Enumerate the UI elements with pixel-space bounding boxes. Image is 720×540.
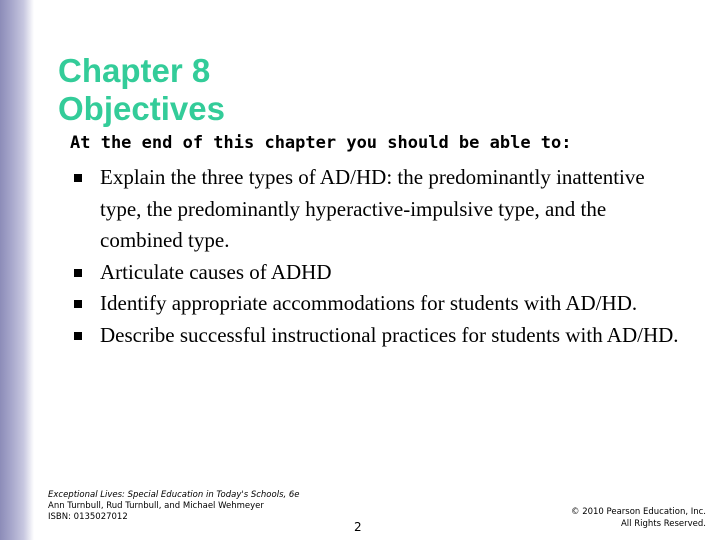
objectives-list bbox=[70, 162, 690, 351]
square-bullet-icon bbox=[74, 174, 82, 182]
copyright-line-1: © 2010 Pearson Education, Inc. bbox=[571, 507, 706, 517]
objective-text: Articulate causes of ADHD bbox=[100, 259, 332, 284]
square-bullet-icon bbox=[74, 300, 82, 308]
square-bullet-icon bbox=[74, 332, 82, 340]
objective-item bbox=[70, 288, 690, 320]
title-line-1: Chapter 8 bbox=[58, 52, 211, 89]
footer-book-info bbox=[48, 490, 348, 523]
left-gradient-bar bbox=[0, 0, 34, 540]
intro-text: At the end of this chapter you should be able to: bbox=[70, 133, 572, 153]
square-bullet-icon bbox=[74, 269, 82, 277]
copyright-line-2: All Rights Reserved. bbox=[620, 519, 706, 529]
title-line-2: Objectives bbox=[58, 90, 225, 127]
book-isbn: ISBN: 0135027012 bbox=[48, 512, 128, 522]
book-authors: Ann Turnbull, Rud Turnbull, and Michael Wehmeyer bbox=[48, 501, 264, 511]
slide-title bbox=[58, 52, 478, 128]
objective-item bbox=[70, 320, 690, 352]
objective-text: Explain the three types of AD/HD: the predominantly inattentive type, the predominantly hyperactive-impulsive type, and the combined type. bbox=[100, 165, 645, 252]
objective-item bbox=[70, 162, 690, 257]
objective-text: Identify appropriate accommodations for students with AD/HD. bbox=[100, 291, 638, 315]
page-number: 2 bbox=[354, 520, 362, 534]
book-title: Exceptional Lives: Special Education in Today's Schools, 6e bbox=[48, 490, 300, 500]
objective-text: Describe successful instructional practices for students with AD/HD. bbox=[100, 322, 679, 347]
objective-item bbox=[70, 257, 690, 289]
copyright-notice bbox=[506, 506, 706, 530]
